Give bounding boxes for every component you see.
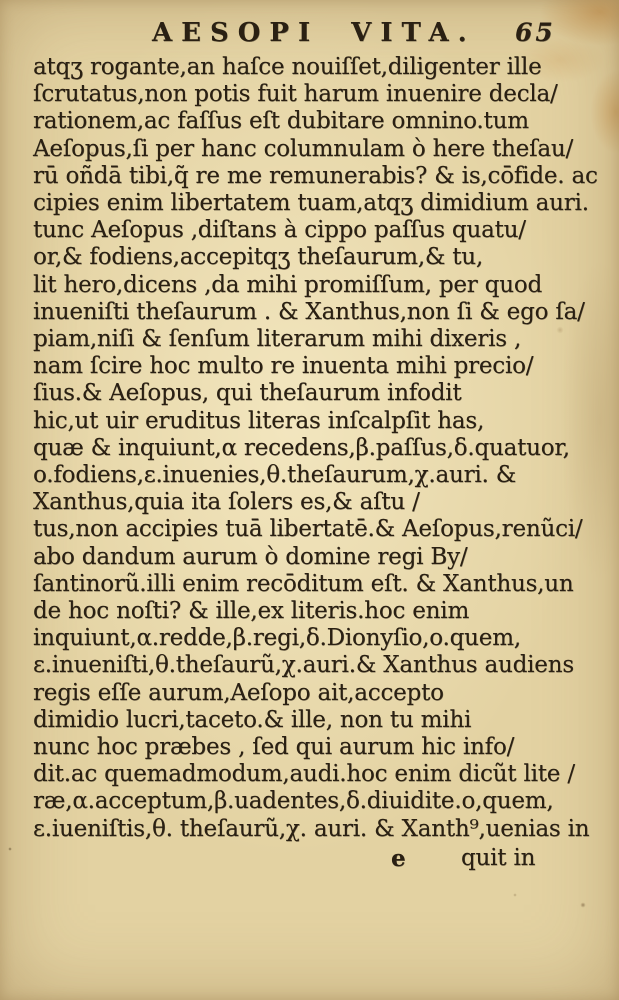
text-line: nam ſcire hoc multo re inuenta mihi precio/ — [33, 353, 534, 380]
text-line: Xanthus,quia ita ſolers es,& aſtu / — [33, 489, 420, 516]
text-line: piam,niſi & ſenſum literarum mihi dixeris , — [33, 326, 522, 353]
signature-mark: e — [391, 845, 406, 872]
text-line: rū oñdā tibi,q̃ re me remunerabis? & is,cōfide. ac — [33, 162, 598, 189]
text-line: ε.iueniſtis,θ. theſaurũ,χ. auri. & Xanth⁹,uenias in — [33, 815, 590, 842]
text-line: ræ,α.acceptum,β.uadentes,δ.diuidite.o,quem, — [33, 788, 554, 815]
text-line: lit hero,dicens ,da mihi promiſſum, per quod — [33, 271, 542, 298]
catchword-line — [33, 845, 599, 873]
text-line: abo dandum aurum ò domine regi By/ — [33, 543, 468, 570]
text-line: inquiunt,α.redde,β.regi,δ.Dionyſio,o.quem, — [33, 625, 521, 652]
text-line: o.fodiens,ε.inuenies,θ.theſaurum,χ.auri. & — [33, 462, 517, 489]
text-line: cipies enim libertatem tuam,atqʒ dimidium auri. — [33, 190, 589, 217]
text-line: or,& fodiens,accepitqʒ theſaurum,& tu, — [33, 244, 483, 271]
text-line: Aeſopus,ſi per hanc columnulam ò here theſau/ — [33, 135, 574, 162]
text-line: dit.ac quemadmodum,audi.hoc enim dicũt lite / — [33, 761, 575, 788]
running-title: AESOPI VITA. — [152, 18, 476, 48]
text-line: dimidio lucri,taceto.& ille, non tu mihi — [33, 706, 472, 733]
text-line: atqʒ rogante,an haſce nouiſſet,diligenter ille — [33, 54, 542, 80]
catchword: quit in — [461, 845, 536, 871]
text-block — [33, 54, 599, 843]
text-line: inueniſti theſaurum . & Xanthus,non ſi & ego ſa/ — [33, 298, 585, 325]
text-line: tus,non accipies tuā libertatē.& Aeſopus,renũci/ — [33, 516, 583, 543]
text-line: ε.inueniſti,θ.theſaurũ,χ.auri.& Xanthus audiens — [33, 652, 574, 679]
text-line: quæ & inquiunt,α recedens,β.paſſus,δ.quatuor, — [33, 434, 570, 461]
text-line: nunc hoc præbes , ſed qui aurum hic info/ — [33, 734, 515, 761]
text-line: ſantinorũ.illi enim recōditum eſt. & Xanthus,un — [33, 570, 574, 597]
text-line: ſius.& Aeſopus, qui theſaurum infodit — [33, 380, 462, 407]
text-line: rationem,ac faſſus eſt dubitare omnino.tum — [33, 108, 529, 135]
text-line: tunc Aeſopus ,diſtans à cippo paſſus quatu/ — [33, 217, 526, 244]
text-line: regis eſſe aurum,Aeſopo ait,accepto — [33, 679, 444, 706]
page-number: 65 — [515, 18, 556, 47]
text-line: ſcrutatus,non potis fuit harum inuenire decla/ — [33, 81, 558, 108]
text-line: hic,ut uir eruditus literas inſcalpſit has, — [33, 407, 485, 434]
text-line: de hoc noſti? & ille,ex literis.hoc enim — [33, 598, 470, 625]
footer-block — [33, 845, 599, 873]
